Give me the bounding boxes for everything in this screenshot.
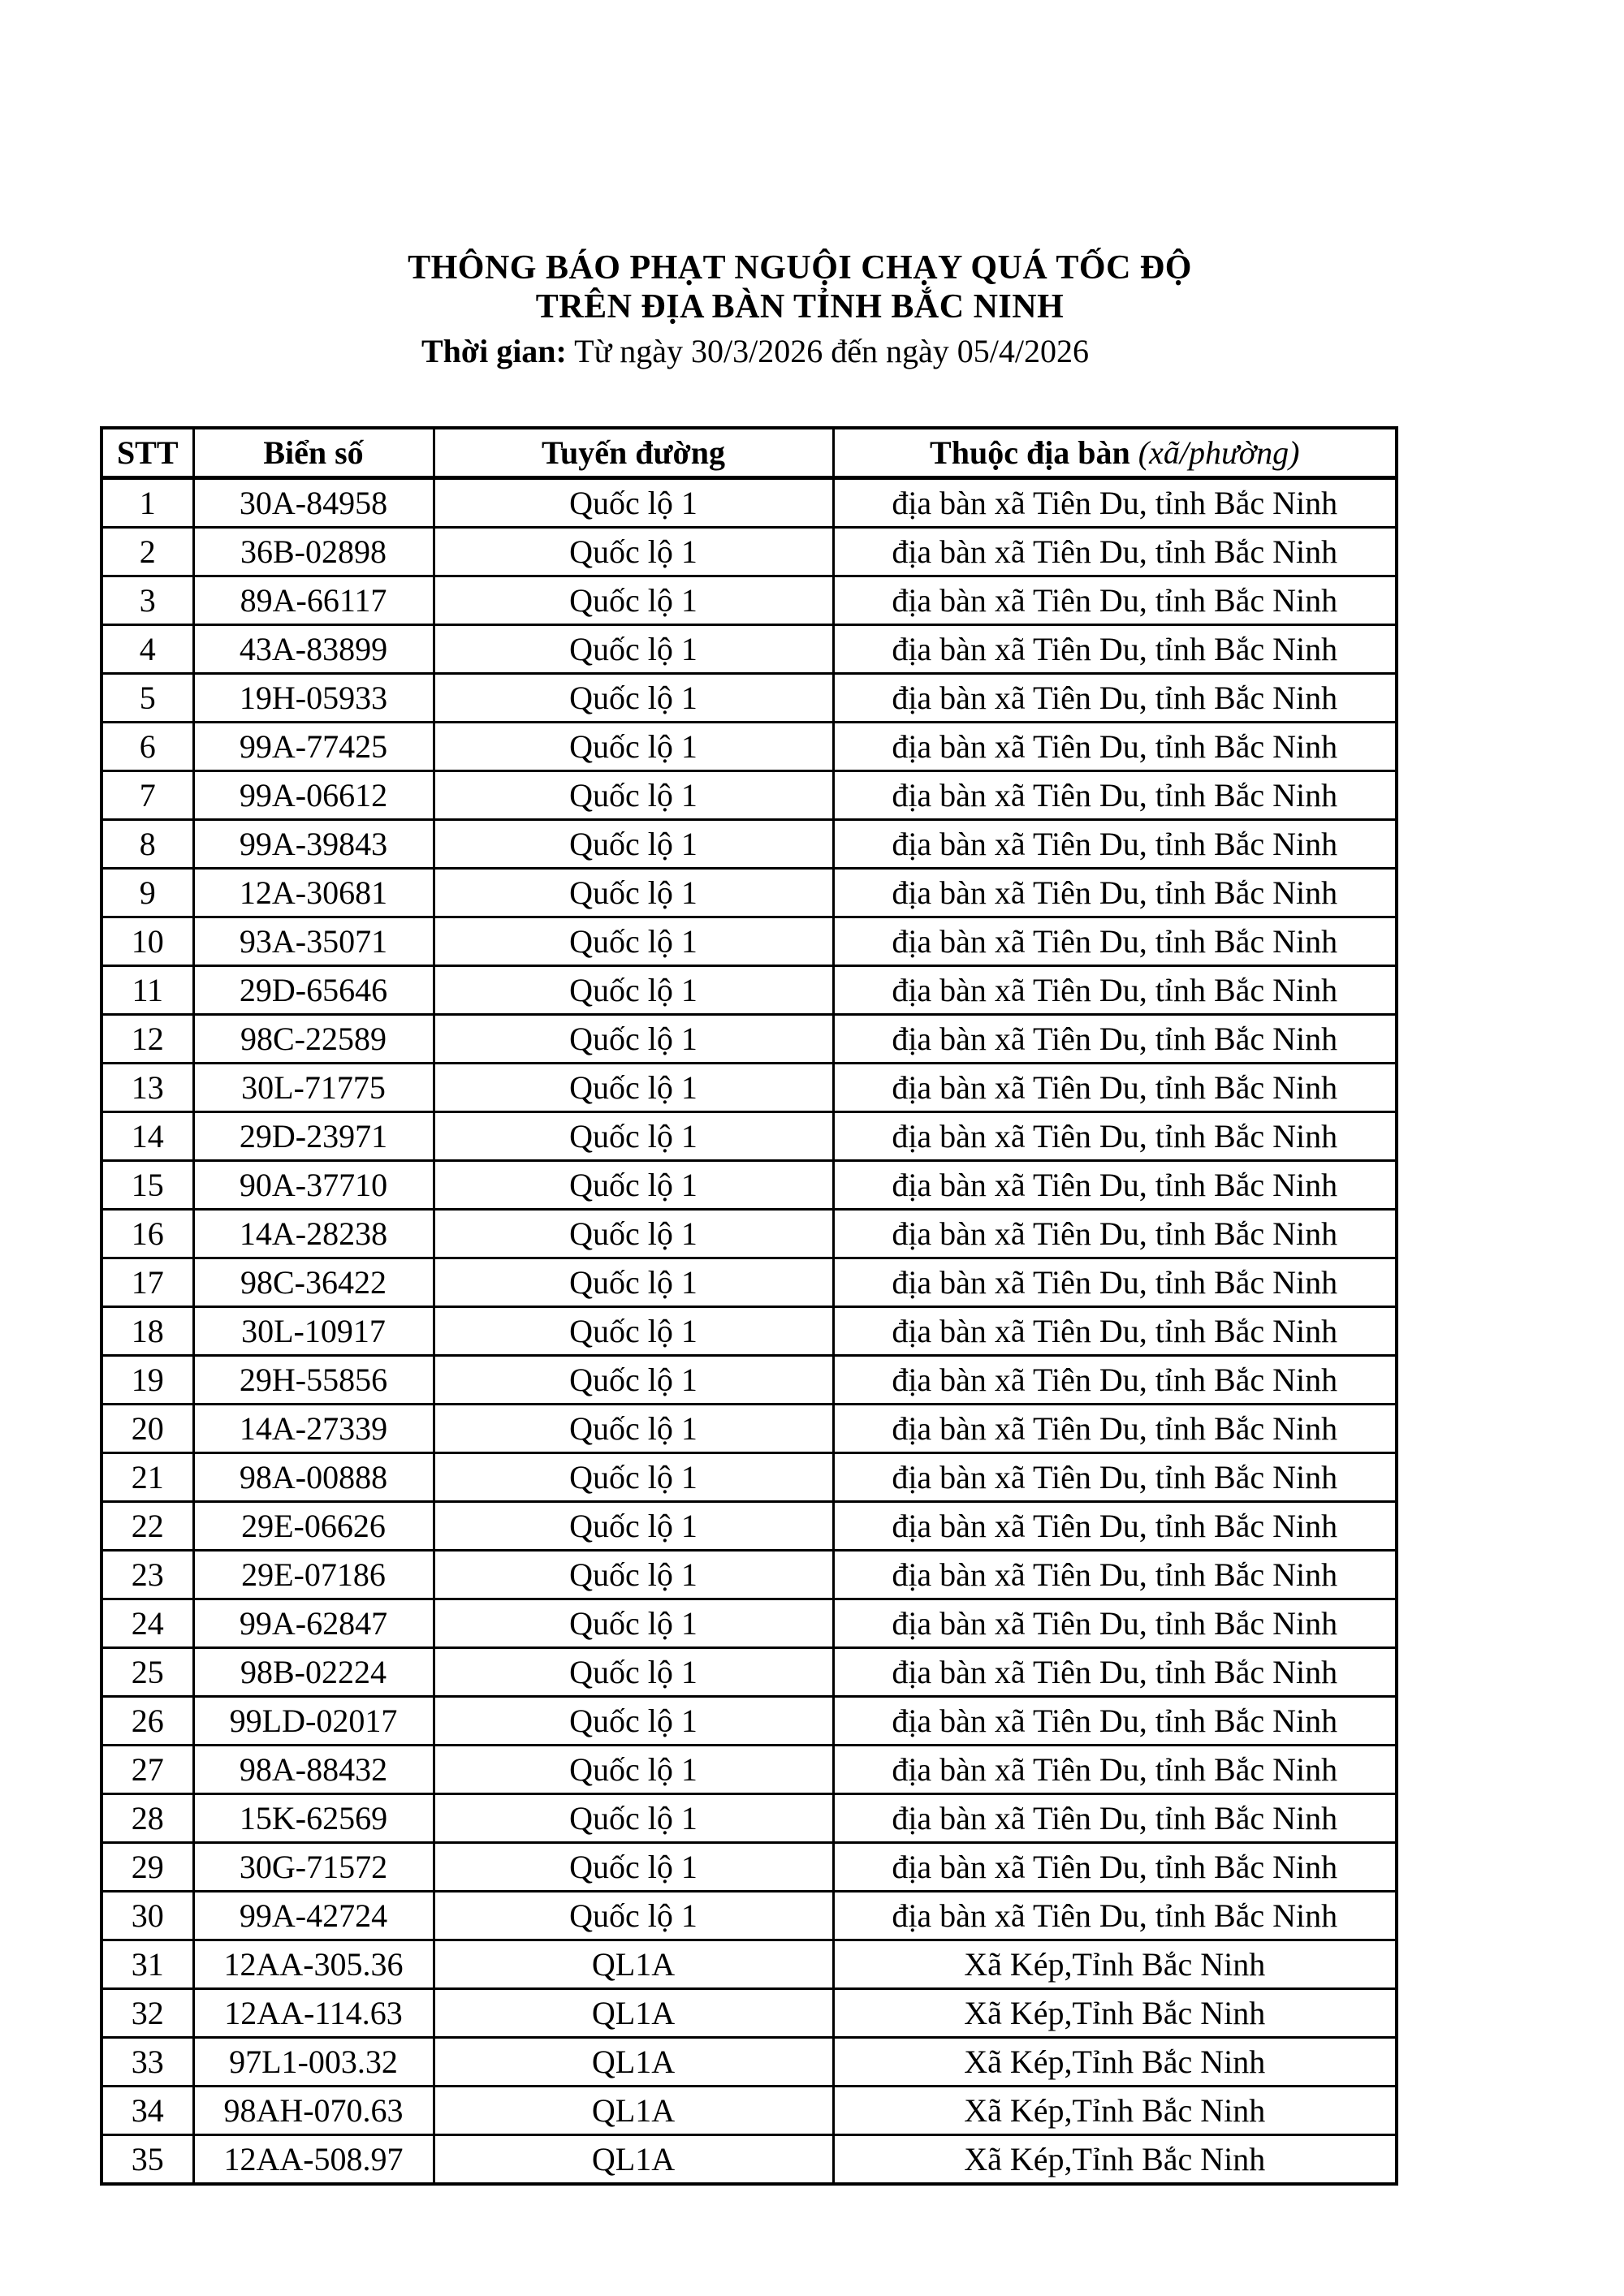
cell-plate: 99A-42724 [193,1892,434,1940]
table-row [102,528,1397,576]
cell-route: Quốc lộ 1 [434,625,833,674]
cell-area: địa bàn xã Tiên Du, tỉnh Bắc Ninh [833,1356,1397,1405]
header-area-note: (xã/phường) [1138,434,1300,471]
cell-route: Quốc lộ 1 [434,1258,833,1307]
cell-route: Quốc lộ 1 [434,1551,833,1599]
table-row [102,1843,1397,1892]
cell-route: Quốc lộ 1 [434,1064,833,1112]
cell-stt: 19 [102,1356,193,1405]
cell-area: địa bàn xã Tiên Du, tỉnh Bắc Ninh [833,1112,1397,1161]
table-row [102,1794,1397,1843]
cell-area: Xã Kép,Tỉnh Bắc Ninh [833,2087,1397,2135]
table-row [102,1551,1397,1599]
cell-plate: 29D-23971 [193,1112,434,1161]
cell-plate: 43A-83899 [193,625,434,674]
cell-stt: 25 [102,1648,193,1697]
cell-stt: 23 [102,1551,193,1599]
cell-route: Quốc lộ 1 [434,1892,833,1940]
cell-route: Quốc lộ 1 [434,674,833,723]
cell-route: Quốc lộ 1 [434,1210,833,1258]
cell-plate: 30L-10917 [193,1307,434,1356]
cell-plate: 99LD-02017 [193,1697,434,1746]
cell-area: địa bàn xã Tiên Du, tỉnh Bắc Ninh [833,674,1397,723]
cell-stt: 34 [102,2087,193,2135]
cell-plate: 99A-39843 [193,820,434,869]
cell-stt: 8 [102,820,193,869]
cell-stt: 31 [102,1940,193,1989]
cell-plate: 99A-77425 [193,723,434,771]
cell-area: Xã Kép,Tỉnh Bắc Ninh [833,1940,1397,1989]
cell-area: Xã Kép,Tỉnh Bắc Ninh [833,1989,1397,2038]
document-title-line-1: THÔNG BÁO PHẠT NGUỘI CHẠY QUÁ TỐC ĐỘ [408,249,1192,287]
table-row [102,1746,1397,1794]
cell-area: địa bàn xã Tiên Du, tỉnh Bắc Ninh [833,1599,1397,1648]
table-row [102,478,1397,528]
cell-stt: 21 [102,1453,193,1502]
cell-area: địa bàn xã Tiên Du, tỉnh Bắc Ninh [833,966,1397,1015]
cell-area: địa bàn xã Tiên Du, tỉnh Bắc Ninh [833,1794,1397,1843]
header-cell-plate: Biển số [193,428,434,478]
cell-stt: 4 [102,625,193,674]
cell-stt: 16 [102,1210,193,1258]
cell-area: địa bàn xã Tiên Du, tỉnh Bắc Ninh [833,625,1397,674]
cell-plate: 98AH-070.63 [193,2087,434,2135]
cell-route: Quốc lộ 1 [434,1794,833,1843]
header-cell-area [833,428,1397,478]
cell-plate: 15K-62569 [193,1794,434,1843]
cell-route: Quốc lộ 1 [434,576,833,625]
cell-stt: 29 [102,1843,193,1892]
cell-stt: 32 [102,1989,193,2038]
cell-plate: 98C-36422 [193,1258,434,1307]
cell-plate: 30G-71572 [193,1843,434,1892]
table-row [102,674,1397,723]
cell-route: Quốc lộ 1 [434,478,833,528]
cell-area: địa bàn xã Tiên Du, tỉnh Bắc Ninh [833,869,1397,917]
table-row [102,1892,1397,1940]
cell-plate: 30L-71775 [193,1064,434,1112]
cell-plate: 29H-55856 [193,1356,434,1405]
cell-stt: 1 [102,478,193,528]
document-title-line-2: TRÊN ĐỊA BÀN TỈNH BẮC NINH [535,288,1065,326]
cell-area: địa bàn xã Tiên Du, tỉnh Bắc Ninh [833,528,1397,576]
cell-stt: 27 [102,1746,193,1794]
cell-plate: 98A-88432 [193,1746,434,1794]
table-row [102,1210,1397,1258]
cell-plate: 98A-00888 [193,1453,434,1502]
cell-plate: 14A-27339 [193,1405,434,1453]
cell-area: địa bàn xã Tiên Du, tỉnh Bắc Ninh [833,1892,1397,1940]
cell-stt: 10 [102,917,193,966]
cell-plate: 98B-02224 [193,1648,434,1697]
cell-stt: 14 [102,1112,193,1161]
cell-route: Quốc lộ 1 [434,1648,833,1697]
cell-route: Quốc lộ 1 [434,1453,833,1502]
table-row [102,1064,1397,1112]
cell-area: địa bàn xã Tiên Du, tỉnh Bắc Ninh [833,1161,1397,1210]
table-row [102,2087,1397,2135]
cell-area: Xã Kép,Tỉnh Bắc Ninh [833,2038,1397,2087]
table-row [102,1112,1397,1161]
document-title-block [0,248,1600,371]
cell-plate: 89A-66117 [193,576,434,625]
cell-stt: 30 [102,1892,193,1940]
cell-route: Quốc lộ 1 [434,1015,833,1064]
cell-plate: 97L1-003.32 [193,2038,434,2087]
cell-area: địa bàn xã Tiên Du, tỉnh Bắc Ninh [833,917,1397,966]
table-row [102,576,1397,625]
cell-route: Quốc lộ 1 [434,1502,833,1551]
cell-plate: 29E-07186 [193,1551,434,1599]
cell-plate: 29E-06626 [193,1502,434,1551]
cell-route: Quốc lộ 1 [434,1112,833,1161]
cell-area: địa bàn xã Tiên Du, tỉnh Bắc Ninh [833,1405,1397,1453]
table-row [102,1453,1397,1502]
cell-area: địa bàn xã Tiên Du, tỉnh Bắc Ninh [833,1843,1397,1892]
table-row [102,966,1397,1015]
cell-area: địa bàn xã Tiên Du, tỉnh Bắc Ninh [833,1746,1397,1794]
cell-stt: 9 [102,869,193,917]
table-row [102,1405,1397,1453]
cell-stt: 22 [102,1502,193,1551]
header-cell-route: Tuyến đường [434,428,833,478]
cell-area: địa bàn xã Tiên Du, tỉnh Bắc Ninh [833,1064,1397,1112]
cell-route: QL1A [434,2135,833,2185]
header-area-main: Thuộc địa bàn [930,434,1130,471]
cell-stt: 13 [102,1064,193,1112]
cell-area: địa bàn xã Tiên Du, tỉnh Bắc Ninh [833,723,1397,771]
cell-route: Quốc lộ 1 [434,1161,833,1210]
cell-area: địa bàn xã Tiên Du, tỉnh Bắc Ninh [833,1453,1397,1502]
cell-plate: 90A-37710 [193,1161,434,1210]
cell-area: địa bàn xã Tiên Du, tỉnh Bắc Ninh [833,1551,1397,1599]
cell-plate: 98C-22589 [193,1015,434,1064]
cell-area: địa bàn xã Tiên Du, tỉnh Bắc Ninh [833,1502,1397,1551]
cell-stt: 7 [102,771,193,820]
table-row [102,1940,1397,1989]
cell-route: Quốc lộ 1 [434,869,833,917]
table-row [102,771,1397,820]
cell-route: Quốc lộ 1 [434,966,833,1015]
table-row [102,1258,1397,1307]
cell-route: Quốc lộ 1 [434,1356,833,1405]
cell-route: QL1A [434,2038,833,2087]
cell-stt: 17 [102,1258,193,1307]
cell-route: QL1A [434,2087,833,2135]
cell-plate: 12AA-508.97 [193,2135,434,2185]
header-cell-stt: STT [102,428,193,478]
cell-area: địa bàn xã Tiên Du, tỉnh Bắc Ninh [833,1307,1397,1356]
cell-route: Quốc lộ 1 [434,1843,833,1892]
violations-table-body [102,478,1397,2185]
cell-plate: 12AA-305.36 [193,1940,434,1989]
cell-plate: 36B-02898 [193,528,434,576]
table-row [102,723,1397,771]
table-row [102,820,1397,869]
cell-route: Quốc lộ 1 [434,820,833,869]
cell-area: địa bàn xã Tiên Du, tỉnh Bắc Ninh [833,478,1397,528]
table-row [102,1502,1397,1551]
cell-route: Quốc lộ 1 [434,1697,833,1746]
cell-route: QL1A [434,1940,833,1989]
cell-plate: 30A-84958 [193,478,434,528]
violations-table-header [102,428,1397,478]
table-row [102,1697,1397,1746]
table-row [102,1015,1397,1064]
cell-stt: 12 [102,1015,193,1064]
cell-plate: 93A-35071 [193,917,434,966]
header-row [102,428,1397,478]
cell-plate: 12A-30681 [193,869,434,917]
table-row [102,1356,1397,1405]
cell-stt: 3 [102,576,193,625]
cell-stt: 6 [102,723,193,771]
cell-route: Quốc lộ 1 [434,1405,833,1453]
cell-stt: 11 [102,966,193,1015]
cell-plate: 14A-28238 [193,1210,434,1258]
period-label: Thời gian: [421,333,567,369]
cell-plate: 12AA-114.63 [193,1989,434,2038]
cell-area: địa bàn xã Tiên Du, tỉnh Bắc Ninh [833,576,1397,625]
cell-route: Quốc lộ 1 [434,1599,833,1648]
cell-stt: 26 [102,1697,193,1746]
table-row [102,1599,1397,1648]
cell-area: địa bàn xã Tiên Du, tỉnh Bắc Ninh [833,820,1397,869]
cell-area: địa bàn xã Tiên Du, tỉnh Bắc Ninh [833,771,1397,820]
table-row [102,869,1397,917]
cell-stt: 28 [102,1794,193,1843]
cell-area: địa bàn xã Tiên Du, tỉnh Bắc Ninh [833,1210,1397,1258]
table-row [102,917,1397,966]
cell-stt: 20 [102,1405,193,1453]
cell-area: địa bàn xã Tiên Du, tỉnh Bắc Ninh [833,1015,1397,1064]
cell-plate: 99A-06612 [193,771,434,820]
cell-route: Quốc lộ 1 [434,1307,833,1356]
cell-route: Quốc lộ 1 [434,917,833,966]
violations-table [100,426,1398,2186]
cell-route: Quốc lộ 1 [434,1746,833,1794]
cell-route: Quốc lộ 1 [434,723,833,771]
cell-stt: 24 [102,1599,193,1648]
table-row [102,1989,1397,2038]
table-row [102,625,1397,674]
cell-area: địa bàn xã Tiên Du, tỉnh Bắc Ninh [833,1258,1397,1307]
table-row [102,1161,1397,1210]
cell-area: địa bàn xã Tiên Du, tỉnh Bắc Ninh [833,1697,1397,1746]
cell-plate: 29D-65646 [193,966,434,1015]
cell-area: Xã Kép,Tỉnh Bắc Ninh [833,2135,1397,2185]
period-value: Từ ngày 30/3/2026 đến ngày 05/4/2026 [574,333,1089,369]
cell-route: Quốc lộ 1 [434,771,833,820]
cell-stt: 33 [102,2038,193,2087]
table-row [102,2038,1397,2087]
table-row [102,1648,1397,1697]
cell-stt: 18 [102,1307,193,1356]
cell-stt: 15 [102,1161,193,1210]
cell-route: Quốc lộ 1 [434,528,833,576]
cell-stt: 35 [102,2135,193,2185]
document-period-line [0,332,1555,371]
table-row [102,1307,1397,1356]
cell-route: QL1A [434,1989,833,2038]
table-row [102,2135,1397,2185]
cell-plate: 99A-62847 [193,1599,434,1648]
cell-area: địa bàn xã Tiên Du, tỉnh Bắc Ninh [833,1648,1397,1697]
cell-stt: 5 [102,674,193,723]
cell-stt: 2 [102,528,193,576]
cell-plate: 19H-05933 [193,674,434,723]
